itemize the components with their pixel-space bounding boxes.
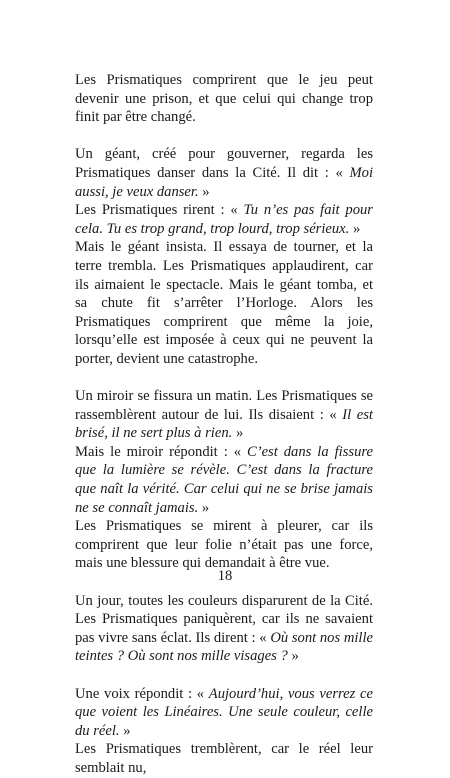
text-run: Un géant, créé pour gouverner, regarda les Prismatiques danser dans la Cité. Il dit : « [75, 146, 373, 181]
text-run: » [119, 722, 131, 739]
paragraph [75, 685, 373, 741]
page-body [75, 71, 373, 778]
text-run: Les Prismatiques se mirent à pleurer, car ils comprirent que leur folie n’était pas une force, mais une blessure qui demandait à être vue. [75, 518, 373, 572]
text-run: Mais le miroir répondit : « [75, 443, 247, 460]
quoted-speech: Il est brisé, il ne sert plus à rien. [75, 406, 373, 442]
paragraph [75, 592, 373, 666]
paragraph [75, 740, 373, 777]
text-run: » [232, 425, 244, 442]
text-run: » [198, 499, 210, 516]
text-run: Les Prismatiques tremblèrent, car le réel leur semblait nu, [75, 741, 373, 776]
quoted-speech: C’est dans la fissure que la lumière se révèle. C’est dans la fracture que naît la vérité. Car celui qui ne se brise jamais ne se connaît jamais. [75, 443, 373, 516]
quoted-speech: Où sont nos mille teintes ? Où sont nos mille visages ? [75, 629, 374, 665]
text-run: Un jour, toutes les couleurs disparurent de la Cité. Les Prismatiques paniquèrent, car ils ne savaient pas vivre sans éclat. Ils dirent : « [75, 592, 373, 646]
text-run: » [198, 183, 210, 200]
page-number: 18 [217, 568, 233, 584]
paragraph [75, 238, 373, 368]
quoted-speech: Aujourd’hui, vous verrez ce que voient les Linéaires. Une seule couleur, celle du réel. [75, 685, 373, 739]
paragraph [75, 201, 373, 238]
quoted-speech: Moi aussi, je veux danser. [75, 164, 373, 200]
paragraph [75, 71, 373, 127]
text-run: Les Prismatiques rirent : « [75, 202, 244, 219]
paragraph [75, 145, 373, 201]
text-run: Une voix répondit : « [75, 685, 209, 702]
quoted-speech: Tu n’es pas fait pour cela. Tu es trop grand, trop lourd, trop sérieux. [75, 202, 373, 237]
text-run: » [287, 648, 299, 665]
text-run: Les Prismatiques comprirent que le jeu peut devenir une prison, et que celui qui change trop finit par être changé. [75, 72, 373, 126]
text-run: Un miroir se fissura un matin. Les Prismatiques se rassemblèrent autour de lui. Ils disaient : « [75, 388, 373, 423]
paragraph [75, 387, 373, 443]
paragraph [75, 443, 373, 517]
paragraph [75, 517, 373, 573]
text-run: Mais le géant insista. Il essaya de tourner, et la terre trembla. Les Prismatiques applaudirent, car ils aimaient le spectacle. Mais le géant tomba, et sa chute fit s’arrêter l’Horloge. Alors les Prismatiques comprirent que même la joie, lorsqu’elle est imposée à ceux qui ne peuvent la porter, devient une catastrophe. [75, 239, 373, 367]
text-run: » [349, 220, 361, 237]
